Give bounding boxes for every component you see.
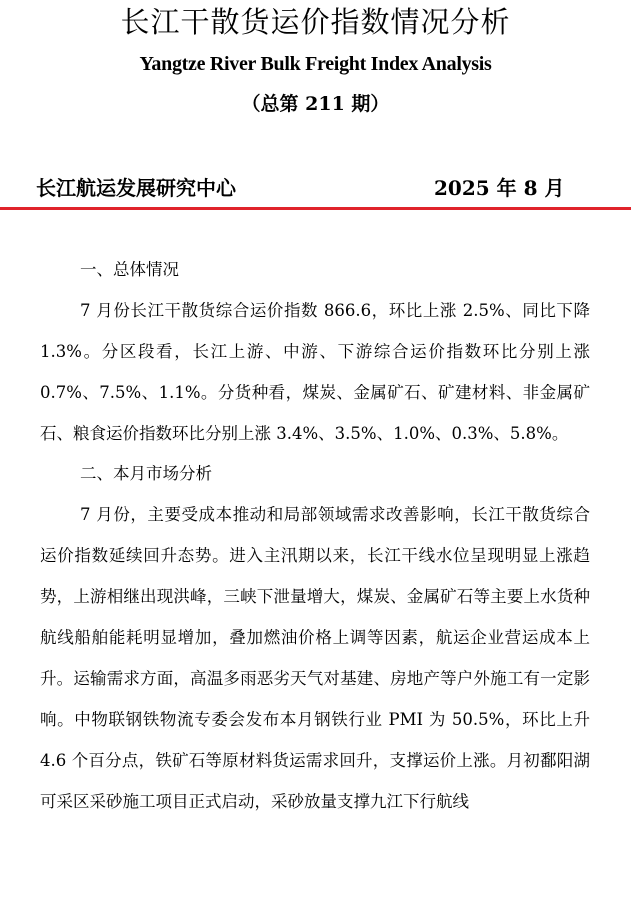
section-paragraph-overview: 7 月份长江干散货综合运价指数 866.6，环比上涨 2.5%、同比下降 1.3%。分区段看，长江上游、中游、下游综合运价指数环比分别上涨 0.7%、7.5%、1.1%。分货种看，煤炭、金属矿石、矿建材料、非金属矿石、粮食运价指数环比分别上涨 3.4%、3.5%、1.0%、0.3%、5.8%。 <box>40 301 590 443</box>
header-divider <box>0 207 631 210</box>
page-title-cn: 长江干散货运价指数情况分析 <box>120 5 511 39</box>
publication-date: 2025 年 8 月 <box>434 176 565 200</box>
section-heading-market-analysis: 二、本月市场分析 <box>80 464 212 483</box>
page-title-en: Yangtze River Bulk Freight Index Analysis <box>139 53 492 75</box>
document-body <box>40 250 590 822</box>
section-heading-overview: 一、总体情况 <box>80 260 179 279</box>
issue-number: （总第 211 期） <box>241 93 390 115</box>
publisher-organization: 长江航运发展研究中心 <box>36 176 236 200</box>
section-paragraph-market-analysis: 7 月份，主要受成本推动和局部领域需求改善影响，长江干散货综合运价指数延续回升态势。进入主汛期以来，长江干线水位呈现明显上涨趋势，上游相继出现洪峰，三峡下泄量增大，煤炭、金属矿石等主要上水货种航线船舶能耗明显增加，叠加燃油价格上调等因素，航运企业营运成本上升。运输需求方面，高温多雨恶劣天气对基建、房地产等户外施工有一定影响。中物联钢铁物流专委会发布本月钢铁行业 PMI 为 50.5%，环比上升 4.6 个百分点，铁矿石等原材料货运需求回升，支撑运价上涨。月初鄱阳湖可采区采砂施工项目正式启动，采砂放量支撑九江下行航线 <box>40 505 590 811</box>
